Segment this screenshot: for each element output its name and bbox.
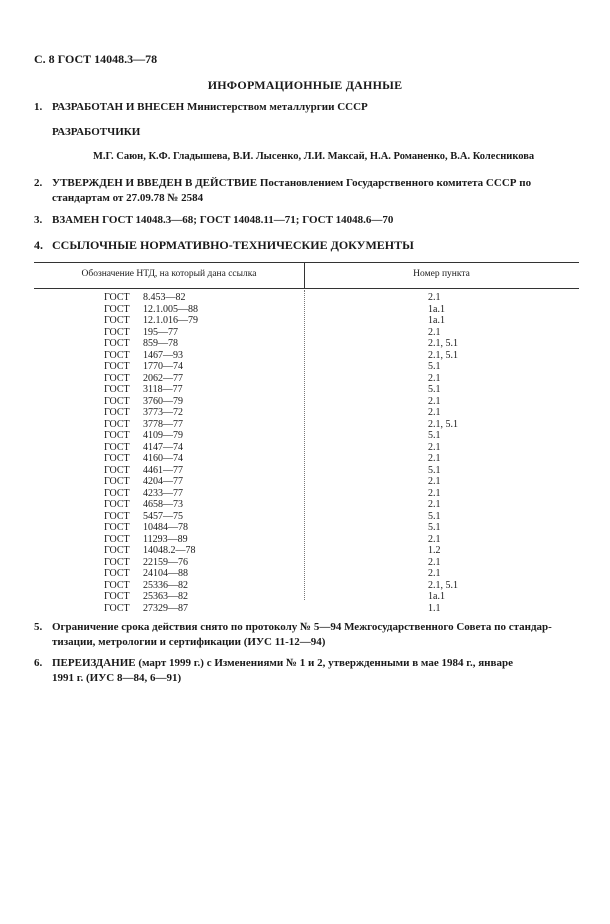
gost-prefix: ГОСТ [104, 418, 130, 430]
item-number: 3. [34, 214, 43, 226]
item-text-continued: тизации, метрологии и сертификации (ИУС 11-12—94) [52, 636, 326, 648]
gost-prefix: ГОСТ [104, 430, 130, 441]
table-row [34, 442, 579, 454]
table-row [34, 591, 579, 603]
clause-number: 2.1 [428, 292, 441, 303]
gost-prefix: ГОСТ [104, 591, 130, 602]
gost-prefix: ГОСТ [104, 303, 130, 315]
document-number: 10484—78 [143, 522, 188, 533]
gost-prefix: ГОСТ [104, 533, 130, 545]
document-number: 11293—89 [143, 533, 188, 545]
item-number: 5. [34, 621, 43, 633]
clause-number: 2.1 [428, 372, 441, 384]
document-number: 8.453—82 [143, 292, 186, 303]
clause-number: 2.1 [428, 556, 441, 568]
gost-prefix: ГОСТ [104, 453, 130, 464]
info-item-approved [34, 176, 579, 206]
clause-number: 1а.1 [428, 303, 445, 315]
document-number: 4461—77 [143, 464, 183, 476]
gost-prefix: ГОСТ [104, 372, 130, 384]
item-heading: УТВЕРЖДЕН И ВВЕДЕН В ДЕЙСТВИЕ [52, 177, 258, 189]
document-number: 195—77 [143, 326, 178, 338]
clause-number: 2.1, 5.1 [428, 418, 458, 430]
table-header-rule [34, 288, 579, 289]
document-number: 4204—77 [143, 476, 183, 487]
document-number: 4658—73 [143, 499, 183, 510]
gost-prefix: ГОСТ [104, 349, 130, 361]
item-text: ПЕРЕИЗДАНИЕ (март 1999 г.) с Изменениями № 1 и 2, утвержденными в мае 1984 г., январе [52, 657, 513, 669]
clause-number: 2.1 [428, 326, 441, 338]
table-row [34, 488, 579, 500]
table-row [34, 545, 579, 557]
table-row [34, 350, 579, 362]
clause-number: 5.1 [428, 430, 441, 441]
clause-number: 5.1 [428, 384, 441, 395]
document-number: 3773—72 [143, 407, 183, 418]
document-number: 22159—76 [143, 556, 188, 568]
gost-prefix: ГОСТ [104, 579, 130, 591]
document-number: 14048.2—78 [143, 545, 196, 556]
item-text-continued: 1991 г. (ИУС 8—84, 6—91) [52, 672, 182, 684]
column-header-clause: Номер пункта [413, 269, 470, 279]
clause-number: 2.1 [428, 453, 441, 464]
document-number: 12.1.016—79 [143, 315, 198, 326]
table-row [34, 327, 579, 339]
gost-prefix: ГОСТ [104, 476, 130, 487]
clause-number: 1.1 [428, 602, 441, 614]
document-number: 859—78 [143, 338, 178, 349]
gost-prefix: ГОСТ [104, 464, 130, 476]
clause-number: 2.1, 5.1 [428, 579, 458, 591]
gost-prefix: ГОСТ [104, 499, 130, 510]
document-number: 1770—74 [143, 361, 183, 372]
item-text: Ограничение срока действия снято по протоколу № 5—94 Межгосударственного Совета по стандар- [52, 621, 552, 633]
document-number: 5457—75 [143, 510, 183, 522]
gost-prefix: ГОСТ [104, 441, 130, 453]
gost-prefix: ГОСТ [104, 522, 130, 533]
clause-number: 2.1, 5.1 [428, 349, 458, 361]
clause-number: 2.1 [428, 568, 441, 579]
table-row [34, 453, 579, 465]
clause-number: 2.1 [428, 441, 441, 453]
document-number: 24104—88 [143, 568, 188, 579]
table-row [34, 465, 579, 477]
clause-number: 1а.1 [428, 591, 445, 602]
clause-number: 5.1 [428, 464, 441, 476]
document-number: 3760—79 [143, 395, 183, 407]
document-number: 4160—74 [143, 453, 183, 464]
table-row [34, 430, 579, 442]
document-number: 3118—77 [143, 384, 183, 395]
column-header-document: Обозначение НТД, на который дана ссылка [81, 269, 257, 279]
table-body [34, 292, 579, 614]
info-item-developed [34, 100, 368, 115]
item-number: 1. [34, 101, 43, 113]
info-item-validity [34, 620, 579, 650]
table-row [34, 580, 579, 592]
gost-prefix: ГОСТ [104, 568, 130, 579]
clause-number: 2.1 [428, 487, 441, 499]
document-number: 2062—77 [143, 372, 183, 384]
table-row [34, 384, 579, 396]
item-text: ВЗАМЕН ГОСТ 14048.3—68; ГОСТ 14048.11—71; ГОСТ 14048.6—70 [52, 214, 394, 226]
clause-number: 2.1, 5.1 [428, 338, 458, 349]
gost-prefix: ГОСТ [104, 395, 130, 407]
table-row [34, 396, 579, 408]
document-number: 25336—82 [143, 579, 188, 591]
document-number: 4147—74 [143, 441, 183, 453]
table-row [34, 373, 579, 385]
gost-prefix: ГОСТ [104, 545, 130, 556]
gost-prefix: ГОСТ [104, 602, 130, 614]
document-number: 4233—77 [143, 487, 183, 499]
table-row [34, 292, 579, 304]
clause-number: 2.1 [428, 395, 441, 407]
item-number: 2. [34, 177, 43, 189]
table-row [34, 419, 579, 431]
clause-number: 2.1 [428, 476, 441, 487]
info-item-reissue [34, 656, 579, 686]
table-row [34, 407, 579, 419]
clause-number: 5.1 [428, 510, 441, 522]
info-item-replaces [34, 213, 393, 228]
gost-prefix: ГОСТ [104, 487, 130, 499]
document-number: 1467—93 [143, 349, 183, 361]
gost-prefix: ГОСТ [104, 361, 130, 372]
item-text: ССЫЛОЧНЫЕ НОРМАТИВНО-ТЕХНИЧЕСКИЕ ДОКУМЕНТЫ [52, 238, 414, 252]
table-row [34, 304, 579, 316]
document-number: 3778—77 [143, 418, 183, 430]
table-row [34, 534, 579, 546]
item-text-continued: стандартам от 27.09.78 № 2584 [52, 192, 204, 204]
developers-heading: РАЗРАБОТЧИКИ [52, 126, 141, 138]
item-heading: РАЗРАБОТАН И ВНЕСЕН [52, 101, 185, 113]
gost-prefix: ГОСТ [104, 338, 130, 349]
item-number: 4. [34, 238, 43, 252]
page-title: ИНФОРМАЦИОННЫЕ ДАННЫЕ [207, 78, 403, 92]
clause-number: 5.1 [428, 361, 441, 372]
document-number: 4109—79 [143, 430, 183, 441]
item-text: Постановлением Государственного комитета СССР по [259, 177, 532, 189]
clause-number: 1.2 [428, 545, 441, 556]
info-item-references [34, 238, 414, 253]
clause-number: 2.1 [428, 499, 441, 510]
table-row [34, 361, 579, 373]
table-row [34, 511, 579, 523]
table-row [34, 338, 579, 350]
clause-number: 1а.1 [428, 315, 445, 326]
document-number: 27329—87 [143, 602, 188, 614]
document-number: 25363—82 [143, 591, 188, 602]
page-header: С. 8 ГОСТ 14048.3—78 [34, 52, 158, 66]
clause-number: 5.1 [428, 522, 441, 533]
table-row [34, 476, 579, 488]
document-number: 12.1.005—88 [143, 303, 198, 315]
table-row [34, 315, 579, 327]
item-text: Министерством металлургии СССР [186, 101, 368, 113]
developers-list: М.Г. Саюн, К.Ф. Гладышева, В.И. Лысенко, Л.И. Максай, Н.А. Романенко, В.А. Колесникова [93, 151, 535, 162]
clause-number: 2.1 [428, 407, 441, 418]
table-row [34, 522, 579, 534]
gost-prefix: ГОСТ [104, 315, 130, 326]
table-row [34, 499, 579, 511]
gost-prefix: ГОСТ [104, 556, 130, 568]
table-row [34, 568, 579, 580]
gost-prefix: ГОСТ [104, 407, 130, 418]
item-number: 6. [34, 657, 43, 669]
gost-prefix: ГОСТ [104, 326, 130, 338]
table-top-rule [34, 262, 579, 263]
clause-number: 2.1 [428, 533, 441, 545]
table-row [34, 557, 579, 569]
gost-prefix: ГОСТ [104, 384, 130, 395]
gost-prefix: ГОСТ [104, 292, 130, 303]
gost-prefix: ГОСТ [104, 510, 130, 522]
table-row [34, 603, 579, 615]
